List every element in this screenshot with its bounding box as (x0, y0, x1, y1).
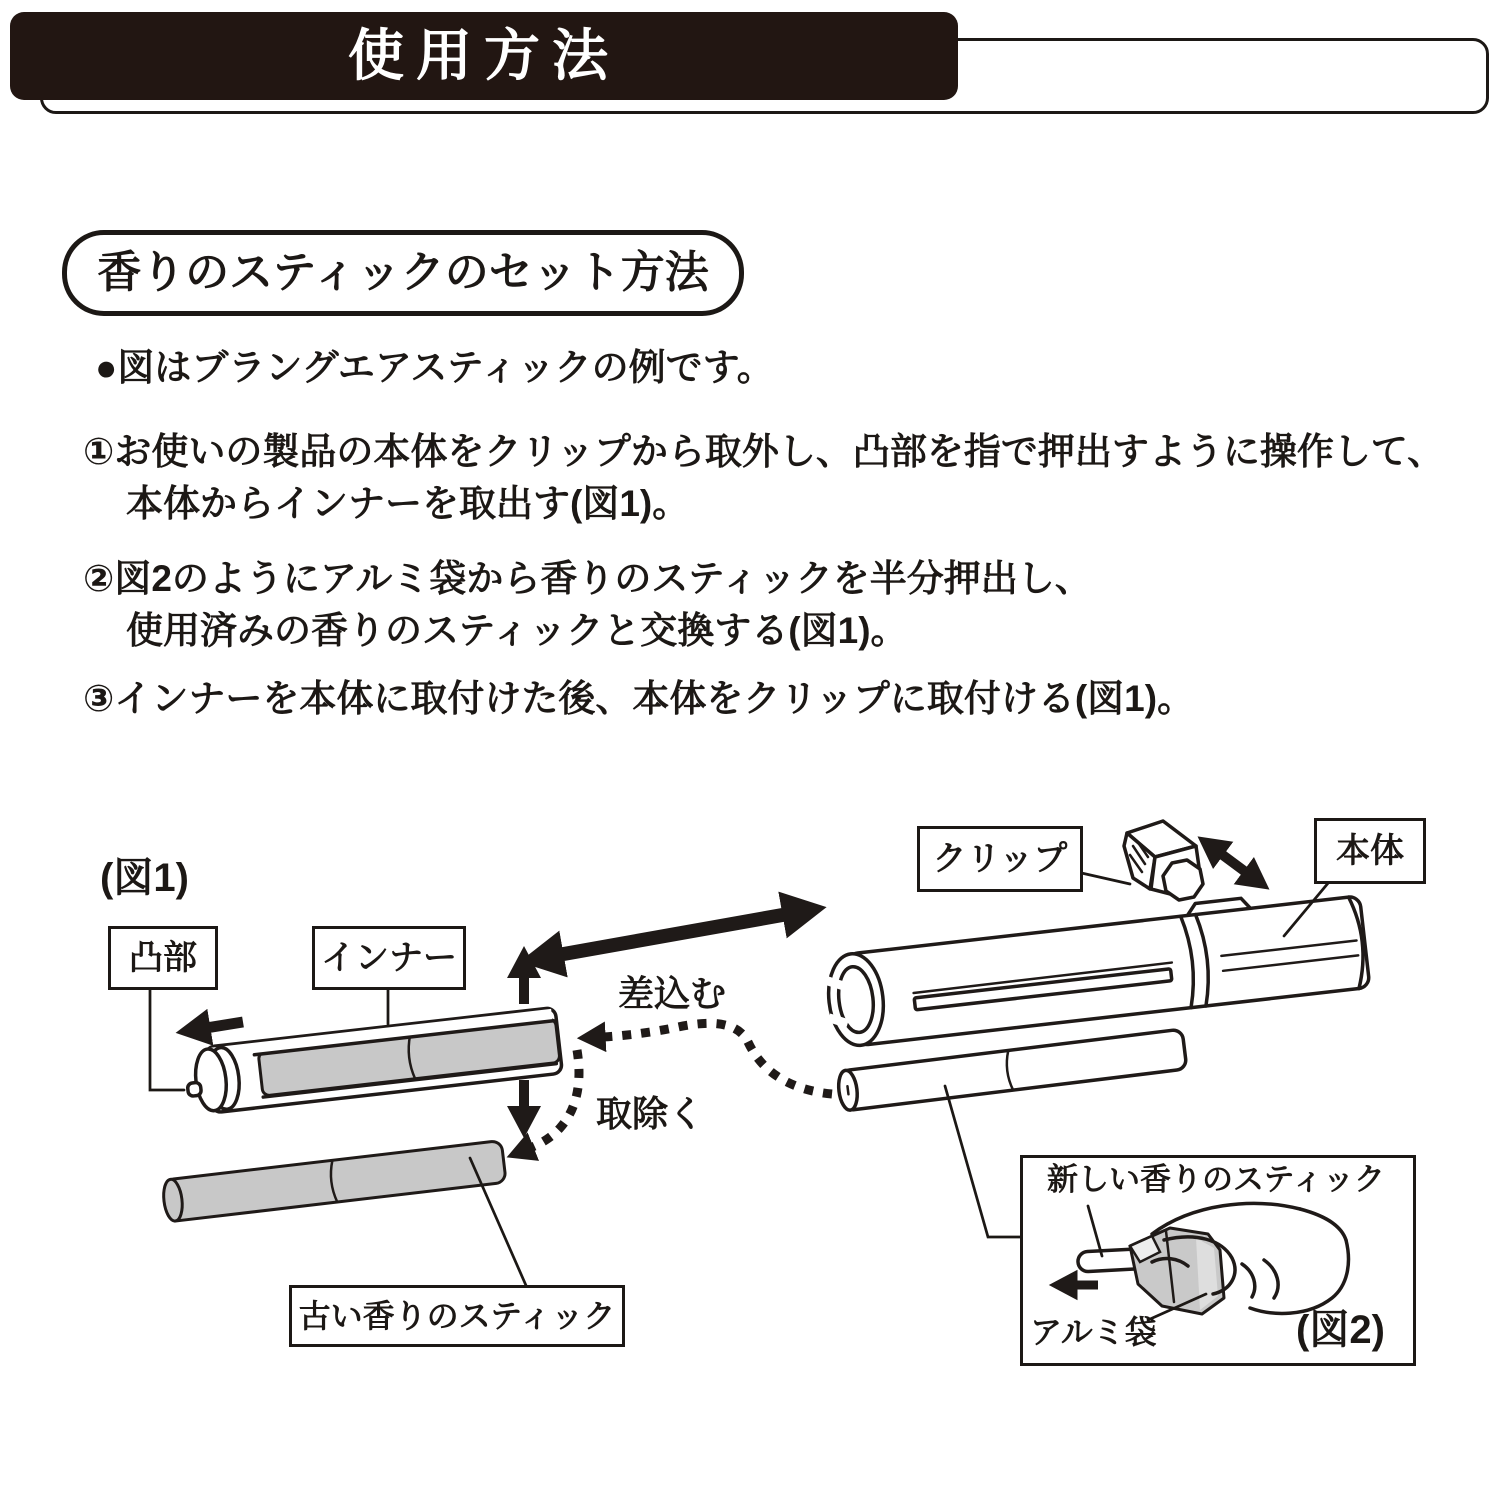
figure1-diagram (0, 780, 1500, 1500)
clip-leader (1077, 872, 1130, 884)
step2-line2: 使用済みの香りのスティックと交換する(図1)。 (126, 610, 908, 651)
page-header (10, 12, 958, 100)
push-out-arrow-icon (206, 1022, 243, 1028)
body-tube-illustration (821, 885, 1370, 1049)
clip-illustration (1124, 821, 1203, 900)
label-old-stick: 古い香りのスティック (289, 1285, 625, 1347)
step2-line1: ②図2のようにアルミ袋から香りのスティックを半分押出し、 (83, 558, 1092, 599)
old-stick-illustration (162, 1140, 507, 1222)
section-title: 香りのスティックのセット方法 (97, 248, 709, 297)
clip-knob (1163, 860, 1203, 900)
section-title-pill (62, 230, 744, 316)
insert-dotted-arrow (602, 1023, 832, 1094)
label-aluminum-bag: アルミ袋 (1030, 1314, 1157, 1350)
attach-detach-arrow-icon (558, 914, 788, 955)
label-body: 本体 (1314, 818, 1426, 884)
page-title: 使用方法 (348, 24, 620, 87)
new-stick-to-fig2-leader (945, 1086, 1021, 1237)
clip-attach-arrow-icon (1220, 853, 1247, 873)
step1-line2: 本体からインナーを取出す(図1)。 (126, 483, 690, 524)
label-new-stick: 新しい香りのスティック (1047, 1162, 1385, 1197)
protrusion-nub (187, 1082, 201, 1096)
protrusion-leader (150, 984, 184, 1090)
label-protrusion: 凸部 (108, 926, 218, 990)
step3-line1: ③インナーを本体に取付けた後、本体をクリップに取付ける(図1)。 (83, 678, 1195, 719)
note-line: ●図はブラングエアスティックの例です。 (95, 347, 774, 388)
fig2-caption: (図2) (1296, 1308, 1385, 1352)
step1-line1: ①お使いの製品の本体をクリップから取外し、凸部を指で押出すように操作して、 (83, 431, 1445, 472)
label-insert: 差込む (618, 973, 727, 1014)
label-inner: インナー (312, 926, 466, 990)
label-remove: 取除く (596, 1093, 705, 1134)
fig1-caption: (図1) (100, 856, 189, 900)
label-clip: クリップ (917, 826, 1083, 892)
